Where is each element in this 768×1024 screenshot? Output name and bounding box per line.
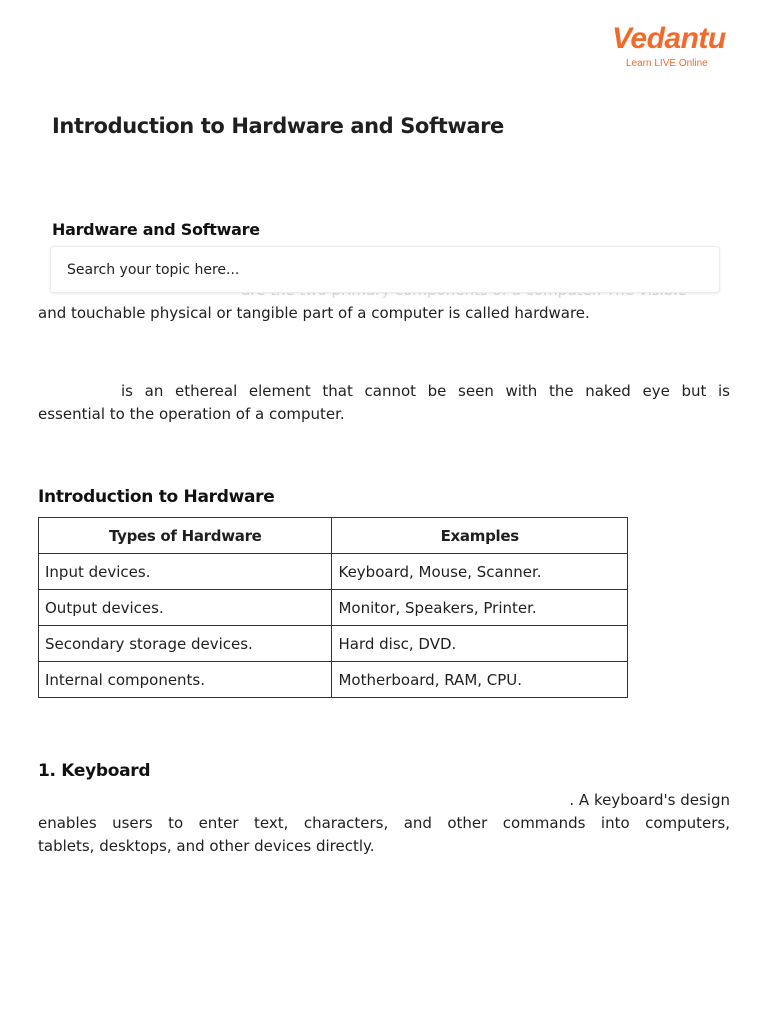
paragraph-line: essential to the operation of a computer. <box>38 405 345 423</box>
paragraph-line: is an ethereal element that cannot be seen with the naked eye but is <box>121 382 730 400</box>
table-row <box>39 626 628 662</box>
table-cell: Monitor, Speakers, Printer. <box>332 590 628 626</box>
paragraph-line: and touchable physical or tangible part of a computer is called hardware. <box>38 304 590 322</box>
table-row <box>39 554 628 590</box>
table-cell: Hard disc, DVD. <box>332 626 628 662</box>
brand-tagline: Learn LIVE Online <box>626 58 708 69</box>
brand-name: Vedantu <box>612 22 726 55</box>
paragraph-software <box>38 380 730 426</box>
table-header-row <box>39 518 628 554</box>
section-heading-keyboard: 1. Keyboard <box>38 761 151 781</box>
page-title: Introduction to Hardware and Software <box>52 114 504 138</box>
table-row <box>39 662 628 698</box>
table-cell: Secondary storage devices. <box>39 626 332 662</box>
paragraph-line: tablets, desktops, and other devices directly. <box>38 837 375 855</box>
paragraph-line: . A keyboard's design <box>569 791 730 809</box>
section-heading-hardware-software: Hardware and Software <box>52 220 260 239</box>
table-header-cell: Examples <box>332 518 628 554</box>
paragraph-line: enables users to enter text, characters, and other commands into computers, <box>38 814 730 832</box>
table-cell: Internal components. <box>39 662 332 698</box>
section-heading-intro-hardware: Introduction to Hardware <box>38 487 275 507</box>
vedantu-logo[interactable] <box>612 22 726 72</box>
hardware-types-table <box>38 517 628 698</box>
table-cell: Input devices. <box>39 554 332 590</box>
paragraph-keyboard <box>38 789 730 858</box>
table-row <box>39 590 628 626</box>
search-box[interactable] <box>50 246 720 293</box>
search-input[interactable] <box>51 247 719 292</box>
table-cell: Motherboard, RAM, CPU. <box>332 662 628 698</box>
table-cell: Keyboard, Mouse, Scanner. <box>332 554 628 590</box>
table-header-cell: Types of Hardware <box>39 518 332 554</box>
table-cell: Output devices. <box>39 590 332 626</box>
